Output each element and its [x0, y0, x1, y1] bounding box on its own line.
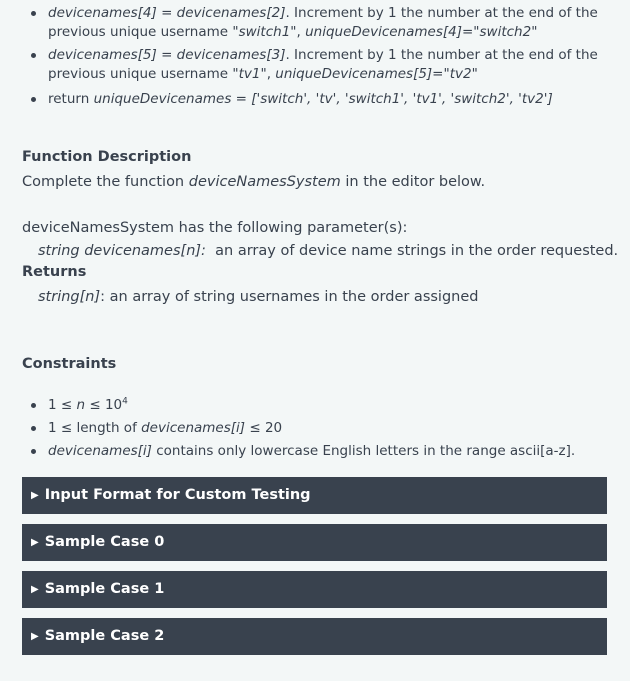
expand-triangle-icon: ▶ — [31, 584, 39, 595]
example-step-6-sep: , — [266, 66, 276, 82]
constraint-length-post: ≤ 20 — [245, 420, 283, 436]
example-return-keyword: return — [48, 91, 94, 107]
returns-desc: : an array of string usernames in the order assigned — [100, 289, 479, 305]
function-description-text — [22, 172, 485, 192]
input-format-label: Input Format for Custom Testing — [44, 487, 311, 503]
example-step-6-expr: devicenames[5] = devicenames[3] — [48, 47, 286, 63]
constraint-n-pre: 1 ≤ — [48, 397, 77, 413]
example-list — [22, 4, 612, 42]
example-list — [22, 90, 612, 109]
example-step-5 — [22, 4, 612, 42]
parameter-line — [38, 241, 618, 261]
constraint-n-mid: ≤ 10 — [85, 397, 123, 413]
expand-triangle-icon: ▶ — [31, 537, 39, 548]
constraint-n — [22, 396, 612, 415]
parameter-name: string devicenames[n]: — [38, 243, 206, 259]
returns-heading: Returns — [22, 264, 87, 280]
input-format-section[interactable] — [22, 477, 607, 514]
constraints-list — [22, 396, 612, 465]
function-description-before: Complete the function — [22, 174, 189, 190]
sample-case-2-label: Sample Case 2 — [44, 628, 165, 644]
example-step-5-text: . Increment by 1 the number at the end of the previous unique username — [48, 5, 598, 40]
expand-triangle-icon: ▶ — [31, 631, 39, 642]
constraint-length-pre: 1 ≤ length of — [48, 420, 142, 436]
constraint-length-var: devicenames[i] — [141, 420, 246, 436]
returns-type: string[n] — [38, 289, 101, 305]
example-step-5-prev: "switch1" — [232, 24, 297, 40]
parameters-intro: deviceNamesSystem has the following parameter(s): — [22, 220, 408, 236]
sample-case-0-label: Sample Case 0 — [44, 534, 165, 550]
example-step-6-text: . Increment by 1 the number at the end of the previous unique username — [48, 47, 598, 82]
constraints-heading: Constraints — [22, 356, 117, 372]
example-step-5-result: uniqueDevicenames[4]="switch2" — [305, 24, 538, 40]
sample-case-2-section[interactable] — [22, 618, 607, 655]
example-step-6 — [22, 46, 612, 84]
example-step-6-prev: "tv1" — [232, 66, 267, 82]
example-return — [22, 90, 612, 109]
parameter-desc: an array of device name strings in the order requested. — [205, 243, 619, 259]
function-name: deviceNamesSystem — [188, 174, 341, 190]
constraint-n-exp: 4 — [122, 396, 128, 407]
sample-case-1-section[interactable] — [22, 571, 607, 608]
constraint-length — [22, 419, 612, 438]
constraint-charset-var: devicenames[i] — [48, 443, 152, 459]
returns-line — [38, 287, 478, 307]
constraint-charset — [22, 442, 612, 461]
sample-case-0-section[interactable] — [22, 524, 607, 561]
example-step-5-expr: devicenames[4] = devicenames[2] — [48, 5, 286, 21]
function-description-after: in the editor below. — [340, 174, 486, 190]
expand-triangle-icon: ▶ — [31, 490, 39, 501]
sample-case-1-label: Sample Case 1 — [44, 581, 165, 597]
constraint-charset-post: contains only lowercase English letters in the range ascii[a-z]. — [151, 443, 576, 459]
example-step-6-result: uniqueDevicenames[5]="tv2" — [275, 66, 478, 82]
example-step-5-sep: , — [296, 24, 306, 40]
constraint-n-var: n — [76, 397, 86, 413]
function-description-heading: Function Description — [22, 149, 192, 165]
example-list — [22, 46, 612, 84]
example-return-value: uniqueDevicenames = ['switch', 'tv', 'switch1', 'tv1', 'switch2', 'tv2'] — [93, 91, 553, 107]
